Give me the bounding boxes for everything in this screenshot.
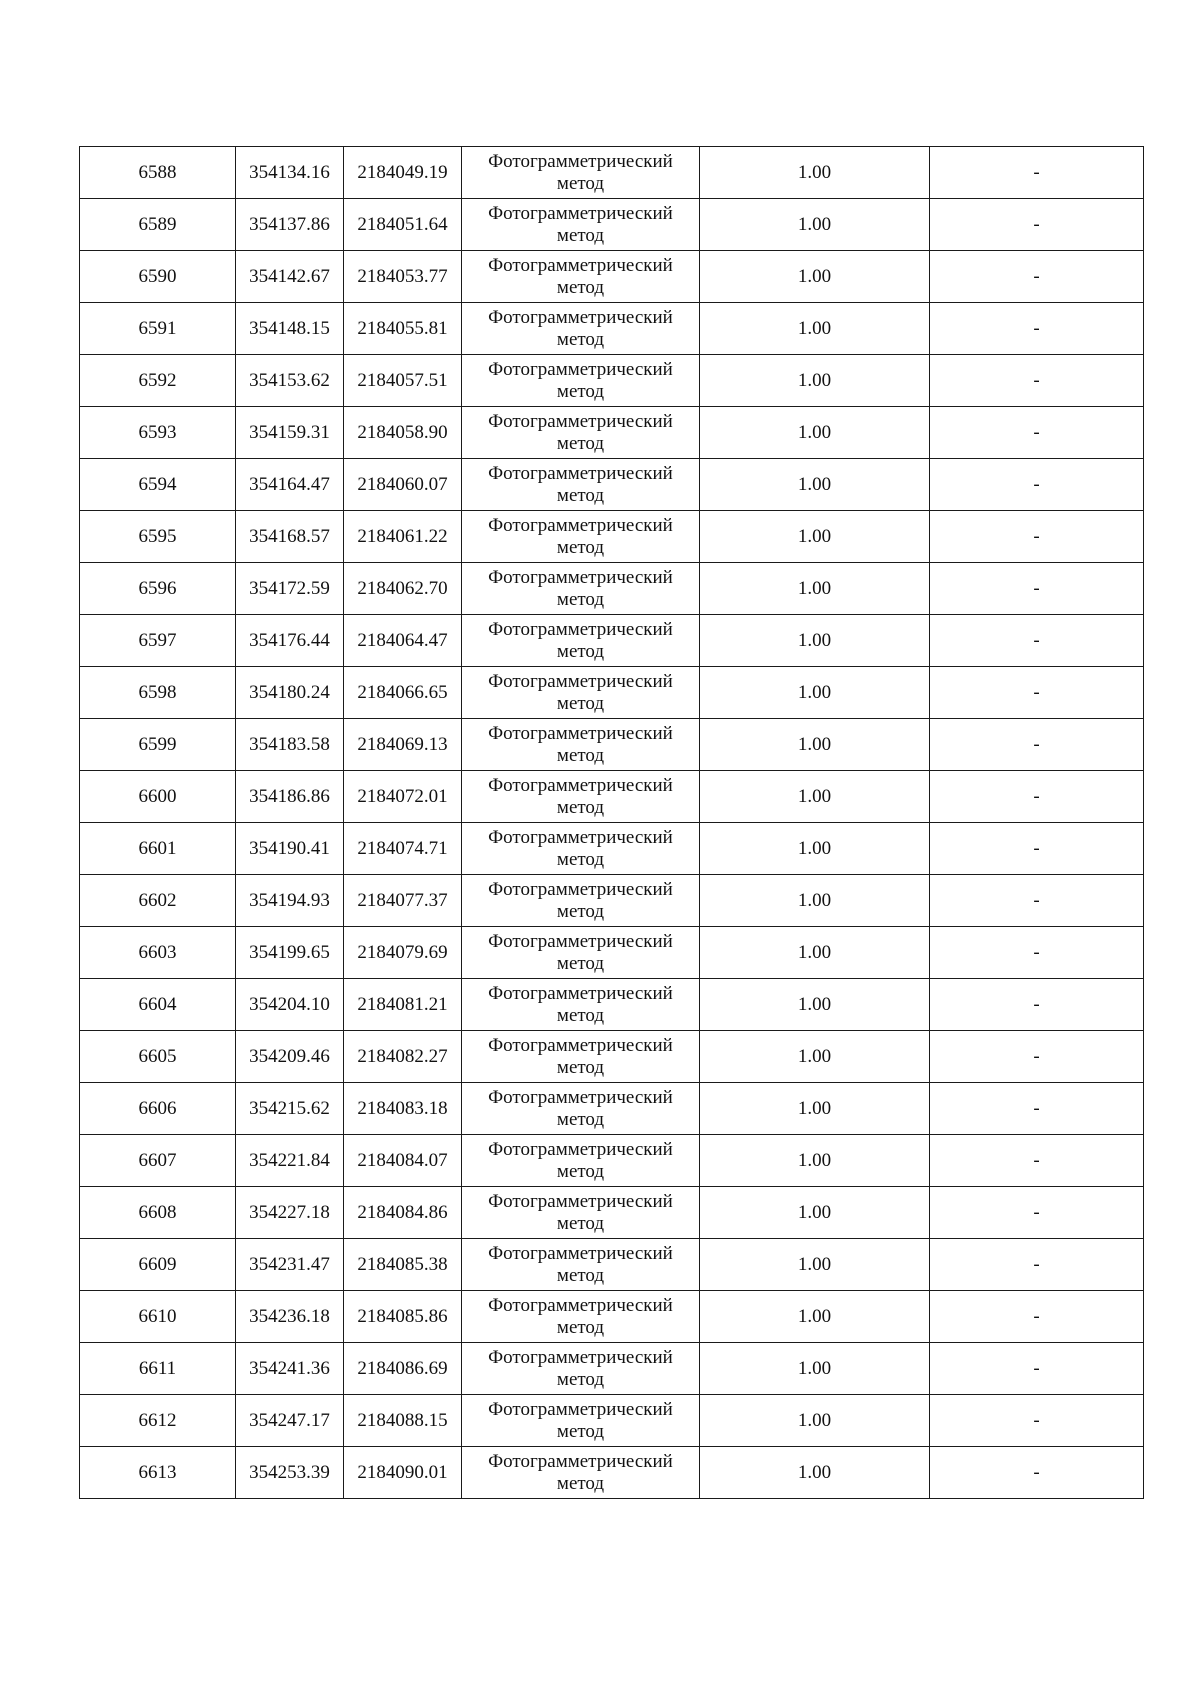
method-line-1: Фотограмметрический <box>488 670 673 692</box>
table-row <box>80 875 1144 927</box>
table-row <box>80 771 1144 823</box>
note-cell: - <box>930 563 1144 615</box>
y-coordinate-cell: 2184074.71 <box>344 823 462 875</box>
method-line-2: метод <box>556 1004 605 1026</box>
accuracy-cell: 1.00 <box>700 1239 930 1291</box>
y-coordinate-cell: 2184081.21 <box>344 979 462 1031</box>
accuracy-cell: 1.00 <box>700 563 930 615</box>
table-row <box>80 511 1144 563</box>
y-coordinate-cell: 2184062.70 <box>344 563 462 615</box>
x-coordinate-cell: 354236.18 <box>236 1291 344 1343</box>
x-coordinate-cell: 354199.65 <box>236 927 344 979</box>
method-line-2: метод <box>556 1368 605 1390</box>
point-number-cell: 6596 <box>80 563 236 615</box>
point-number-cell: 6613 <box>80 1447 236 1499</box>
y-coordinate-cell: 2184053.77 <box>344 251 462 303</box>
point-number-cell: 6607 <box>80 1135 236 1187</box>
method-cell <box>462 719 700 771</box>
x-coordinate-cell: 354134.16 <box>236 147 344 199</box>
method-line-1: Фотограмметрический <box>488 930 673 952</box>
point-number-cell: 6608 <box>80 1187 236 1239</box>
table-row <box>80 147 1144 199</box>
x-coordinate-cell: 354204.10 <box>236 979 344 1031</box>
method-line-2: метод <box>556 588 605 610</box>
accuracy-cell: 1.00 <box>700 1447 930 1499</box>
method-line-1: Фотограмметрический <box>488 1242 673 1264</box>
method-cell <box>462 1031 700 1083</box>
method-cell <box>462 147 700 199</box>
accuracy-cell: 1.00 <box>700 199 930 251</box>
method-cell <box>462 823 700 875</box>
note-cell: - <box>930 875 1144 927</box>
method-cell <box>462 1395 700 1447</box>
accuracy-cell: 1.00 <box>700 407 930 459</box>
method-line-1: Фотограмметрический <box>488 566 673 588</box>
x-coordinate-cell: 354253.39 <box>236 1447 344 1499</box>
method-line-1: Фотограмметрический <box>488 514 673 536</box>
y-coordinate-cell: 2184079.69 <box>344 927 462 979</box>
note-cell: - <box>930 407 1144 459</box>
method-line-1: Фотограмметрический <box>488 254 673 276</box>
accuracy-cell: 1.00 <box>700 1083 930 1135</box>
point-number-cell: 6611 <box>80 1343 236 1395</box>
method-line-1: Фотограмметрический <box>488 202 673 224</box>
x-coordinate-cell: 354231.47 <box>236 1239 344 1291</box>
method-line-1: Фотограмметрический <box>488 1450 673 1472</box>
y-coordinate-cell: 2184084.86 <box>344 1187 462 1239</box>
method-line-1: Фотограмметрический <box>488 1398 673 1420</box>
note-cell: - <box>930 823 1144 875</box>
accuracy-cell: 1.00 <box>700 355 930 407</box>
point-number-cell: 6609 <box>80 1239 236 1291</box>
table-row <box>80 563 1144 615</box>
note-cell: - <box>930 1343 1144 1395</box>
method-line-1: Фотограмметрический <box>488 618 673 640</box>
method-cell <box>462 875 700 927</box>
note-cell: - <box>930 199 1144 251</box>
point-number-cell: 6592 <box>80 355 236 407</box>
x-coordinate-cell: 354153.62 <box>236 355 344 407</box>
point-number-cell: 6588 <box>80 147 236 199</box>
table-row <box>80 1343 1144 1395</box>
method-cell <box>462 927 700 979</box>
x-coordinate-cell: 354190.41 <box>236 823 344 875</box>
y-coordinate-cell: 2184085.86 <box>344 1291 462 1343</box>
note-cell: - <box>930 459 1144 511</box>
point-number-cell: 6595 <box>80 511 236 563</box>
method-cell <box>462 511 700 563</box>
point-number-cell: 6598 <box>80 667 236 719</box>
point-number-cell: 6600 <box>80 771 236 823</box>
y-coordinate-cell: 2184058.90 <box>344 407 462 459</box>
method-cell <box>462 355 700 407</box>
table-row <box>80 407 1144 459</box>
method-line-1: Фотограмметрический <box>488 1086 673 1108</box>
accuracy-cell: 1.00 <box>700 771 930 823</box>
method-line-2: метод <box>556 224 605 246</box>
method-line-2: метод <box>556 848 605 870</box>
note-cell: - <box>930 303 1144 355</box>
table-row <box>80 615 1144 667</box>
y-coordinate-cell: 2184061.22 <box>344 511 462 563</box>
point-number-cell: 6606 <box>80 1083 236 1135</box>
table-row <box>80 1447 1144 1499</box>
table-row <box>80 1135 1144 1187</box>
method-line-2: метод <box>556 952 605 974</box>
method-line-2: метод <box>556 1264 605 1286</box>
note-cell: - <box>930 667 1144 719</box>
accuracy-cell: 1.00 <box>700 1343 930 1395</box>
x-coordinate-cell: 354164.47 <box>236 459 344 511</box>
point-number-cell: 6591 <box>80 303 236 355</box>
y-coordinate-cell: 2184057.51 <box>344 355 462 407</box>
method-cell <box>462 1239 700 1291</box>
method-line-2: метод <box>556 276 605 298</box>
method-line-2: метод <box>556 328 605 350</box>
note-cell: - <box>930 1291 1144 1343</box>
x-coordinate-cell: 354186.86 <box>236 771 344 823</box>
method-line-2: метод <box>556 484 605 506</box>
y-coordinate-cell: 2184055.81 <box>344 303 462 355</box>
method-line-1: Фотограмметрический <box>488 774 673 796</box>
method-cell <box>462 199 700 251</box>
y-coordinate-cell: 2184090.01 <box>344 1447 462 1499</box>
table-row <box>80 1291 1144 1343</box>
accuracy-cell: 1.00 <box>700 667 930 719</box>
y-coordinate-cell: 2184060.07 <box>344 459 462 511</box>
note-cell: - <box>930 615 1144 667</box>
note-cell: - <box>930 511 1144 563</box>
note-cell: - <box>930 719 1144 771</box>
method-line-1: Фотограмметрический <box>488 306 673 328</box>
note-cell: - <box>930 147 1144 199</box>
method-cell <box>462 1187 700 1239</box>
point-number-cell: 6602 <box>80 875 236 927</box>
note-cell: - <box>930 1239 1144 1291</box>
method-line-1: Фотограмметрический <box>488 1138 673 1160</box>
method-line-2: метод <box>556 900 605 922</box>
method-cell <box>462 1083 700 1135</box>
x-coordinate-cell: 354221.84 <box>236 1135 344 1187</box>
method-line-2: метод <box>556 536 605 558</box>
point-number-cell: 6589 <box>80 199 236 251</box>
method-line-2: метод <box>556 1472 605 1494</box>
method-line-1: Фотограмметрический <box>488 358 673 380</box>
point-number-cell: 6590 <box>80 251 236 303</box>
method-line-2: метод <box>556 692 605 714</box>
x-coordinate-cell: 354176.44 <box>236 615 344 667</box>
accuracy-cell: 1.00 <box>700 823 930 875</box>
method-cell <box>462 1291 700 1343</box>
method-line-1: Фотограмметрический <box>488 462 673 484</box>
method-line-2: метод <box>556 1316 605 1338</box>
x-coordinate-cell: 354183.58 <box>236 719 344 771</box>
accuracy-cell: 1.00 <box>700 875 930 927</box>
table-row <box>80 355 1144 407</box>
x-coordinate-cell: 354148.15 <box>236 303 344 355</box>
point-number-cell: 6605 <box>80 1031 236 1083</box>
x-coordinate-cell: 354209.46 <box>236 1031 344 1083</box>
note-cell: - <box>930 355 1144 407</box>
point-number-cell: 6594 <box>80 459 236 511</box>
method-line-2: метод <box>556 1160 605 1182</box>
method-cell <box>462 667 700 719</box>
note-cell: - <box>930 1135 1144 1187</box>
note-cell: - <box>930 251 1144 303</box>
method-cell <box>462 1343 700 1395</box>
y-coordinate-cell: 2184084.07 <box>344 1135 462 1187</box>
method-cell <box>462 979 700 1031</box>
y-coordinate-cell: 2184069.13 <box>344 719 462 771</box>
x-coordinate-cell: 354215.62 <box>236 1083 344 1135</box>
method-cell <box>462 459 700 511</box>
point-number-cell: 6612 <box>80 1395 236 1447</box>
table-row <box>80 927 1144 979</box>
method-line-2: метод <box>556 380 605 402</box>
accuracy-cell: 1.00 <box>700 1395 930 1447</box>
table-row <box>80 719 1144 771</box>
x-coordinate-cell: 354159.31 <box>236 407 344 459</box>
note-cell: - <box>930 1187 1144 1239</box>
method-line-1: Фотограмметрический <box>488 410 673 432</box>
method-line-1: Фотограмметрический <box>488 1190 673 1212</box>
note-cell: - <box>930 927 1144 979</box>
method-cell <box>462 407 700 459</box>
method-cell <box>462 303 700 355</box>
table-row <box>80 303 1144 355</box>
method-cell <box>462 1135 700 1187</box>
table-row <box>80 1031 1144 1083</box>
point-number-cell: 6601 <box>80 823 236 875</box>
table-row <box>80 823 1144 875</box>
table-row <box>80 667 1144 719</box>
point-number-cell: 6599 <box>80 719 236 771</box>
table-row <box>80 1187 1144 1239</box>
method-cell <box>462 615 700 667</box>
table-row <box>80 1395 1144 1447</box>
accuracy-cell: 1.00 <box>700 615 930 667</box>
point-number-cell: 6597 <box>80 615 236 667</box>
method-line-2: метод <box>556 744 605 766</box>
y-coordinate-cell: 2184083.18 <box>344 1083 462 1135</box>
x-coordinate-cell: 354247.17 <box>236 1395 344 1447</box>
method-cell <box>462 1447 700 1499</box>
point-number-cell: 6603 <box>80 927 236 979</box>
method-line-1: Фотограмметрический <box>488 826 673 848</box>
table-row <box>80 1083 1144 1135</box>
note-cell: - <box>930 1083 1144 1135</box>
y-coordinate-cell: 2184064.47 <box>344 615 462 667</box>
point-number-cell: 6593 <box>80 407 236 459</box>
accuracy-cell: 1.00 <box>700 719 930 771</box>
method-line-1: Фотограмметрический <box>488 722 673 744</box>
x-coordinate-cell: 354172.59 <box>236 563 344 615</box>
method-cell <box>462 563 700 615</box>
method-line-1: Фотограмметрический <box>488 982 673 1004</box>
y-coordinate-cell: 2184085.38 <box>344 1239 462 1291</box>
y-coordinate-cell: 2184082.27 <box>344 1031 462 1083</box>
x-coordinate-cell: 354194.93 <box>236 875 344 927</box>
table-row <box>80 251 1144 303</box>
x-coordinate-cell: 354180.24 <box>236 667 344 719</box>
method-line-1: Фотограмметрический <box>488 1034 673 1056</box>
x-coordinate-cell: 354142.67 <box>236 251 344 303</box>
y-coordinate-cell: 2184066.65 <box>344 667 462 719</box>
method-line-2: метод <box>556 1420 605 1442</box>
y-coordinate-cell: 2184077.37 <box>344 875 462 927</box>
accuracy-cell: 1.00 <box>700 1187 930 1239</box>
accuracy-cell: 1.00 <box>700 927 930 979</box>
accuracy-cell: 1.00 <box>700 511 930 563</box>
method-line-2: метод <box>556 1056 605 1078</box>
note-cell: - <box>930 979 1144 1031</box>
method-line-2: метод <box>556 796 605 818</box>
method-cell <box>462 251 700 303</box>
note-cell: - <box>930 1031 1144 1083</box>
x-coordinate-cell: 354168.57 <box>236 511 344 563</box>
method-line-2: метод <box>556 1108 605 1130</box>
accuracy-cell: 1.00 <box>700 1135 930 1187</box>
y-coordinate-cell: 2184051.64 <box>344 199 462 251</box>
note-cell: - <box>930 1447 1144 1499</box>
note-cell: - <box>930 1395 1144 1447</box>
accuracy-cell: 1.00 <box>700 251 930 303</box>
accuracy-cell: 1.00 <box>700 459 930 511</box>
method-line-2: метод <box>556 432 605 454</box>
note-cell: - <box>930 771 1144 823</box>
method-line-2: метод <box>556 172 605 194</box>
method-line-1: Фотограмметрический <box>488 150 673 172</box>
coordinates-table-body <box>80 147 1144 1499</box>
y-coordinate-cell: 2184049.19 <box>344 147 462 199</box>
y-coordinate-cell: 2184072.01 <box>344 771 462 823</box>
y-coordinate-cell: 2184086.69 <box>344 1343 462 1395</box>
table-row <box>80 1239 1144 1291</box>
method-line-1: Фотограмметрический <box>488 1346 673 1368</box>
method-line-2: метод <box>556 1212 605 1234</box>
method-line-1: Фотограмметрический <box>488 878 673 900</box>
accuracy-cell: 1.00 <box>700 303 930 355</box>
method-line-2: метод <box>556 640 605 662</box>
point-number-cell: 6604 <box>80 979 236 1031</box>
method-line-1: Фотограмметрический <box>488 1294 673 1316</box>
x-coordinate-cell: 354137.86 <box>236 199 344 251</box>
y-coordinate-cell: 2184088.15 <box>344 1395 462 1447</box>
x-coordinate-cell: 354227.18 <box>236 1187 344 1239</box>
accuracy-cell: 1.00 <box>700 1031 930 1083</box>
table-row <box>80 979 1144 1031</box>
point-number-cell: 6610 <box>80 1291 236 1343</box>
accuracy-cell: 1.00 <box>700 147 930 199</box>
method-cell <box>462 771 700 823</box>
table-row <box>80 199 1144 251</box>
table-row <box>80 459 1144 511</box>
accuracy-cell: 1.00 <box>700 1291 930 1343</box>
accuracy-cell: 1.00 <box>700 979 930 1031</box>
coordinates-table <box>79 146 1144 1499</box>
x-coordinate-cell: 354241.36 <box>236 1343 344 1395</box>
